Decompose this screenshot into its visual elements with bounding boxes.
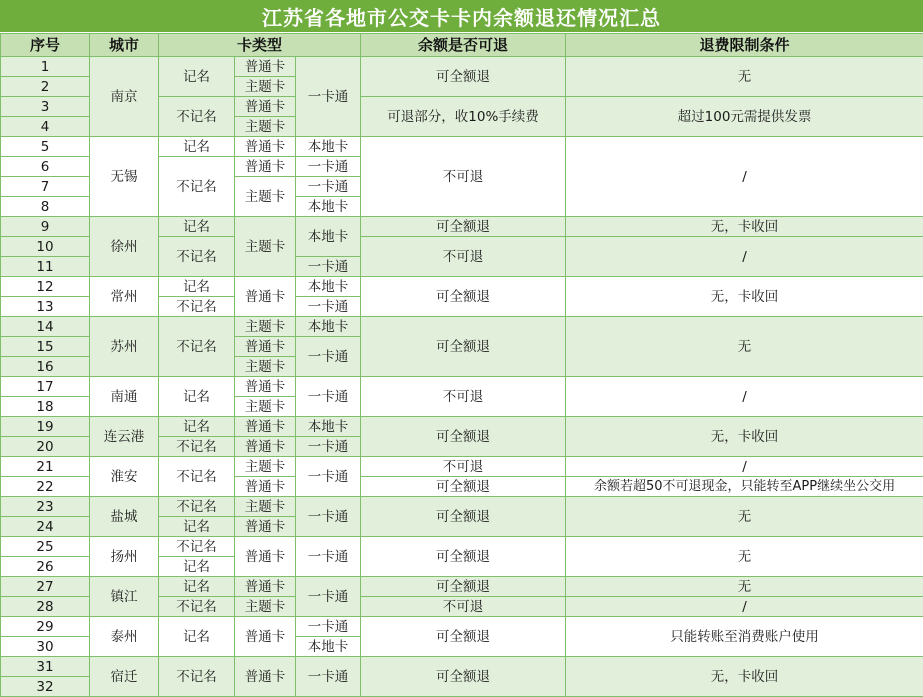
cell-index[interactable]: 32 [1, 677, 90, 697]
cell-card-kind[interactable]: 普通卡 [235, 577, 296, 597]
cell-registration[interactable]: 不记名 [159, 657, 235, 697]
cell-refundable[interactable]: 不可退 [361, 457, 566, 477]
cell-city[interactable]: 扬州 [90, 537, 159, 577]
cell-registration[interactable]: 记名 [159, 57, 235, 97]
cell-card-kind[interactable]: 普通卡 [235, 437, 296, 457]
cell-card-kind[interactable]: 主题卡 [235, 177, 296, 217]
cell-registration[interactable]: 记名 [159, 377, 235, 417]
cell-city[interactable]: 淮安 [90, 457, 159, 497]
cell-scope[interactable]: 本地卡 [296, 637, 361, 657]
cell-card-kind[interactable]: 普通卡 [235, 377, 296, 397]
cell-condition[interactable]: / [566, 237, 923, 277]
cell-registration[interactable]: 记名 [159, 137, 235, 157]
cell-registration[interactable]: 不记名 [159, 237, 235, 277]
cell-city[interactable]: 宿迁 [90, 657, 159, 697]
cell-index[interactable]: 14 [1, 317, 90, 337]
cell-scope[interactable]: 一卡通 [296, 257, 361, 277]
cell-condition[interactable]: 无 [566, 317, 923, 377]
cell-card-kind[interactable]: 主题卡 [235, 397, 296, 417]
cell-condition[interactable]: 无 [566, 497, 923, 537]
cell-scope[interactable]: 一卡通 [296, 297, 361, 317]
cell-index[interactable]: 13 [1, 297, 90, 317]
cell-index[interactable]: 5 [1, 137, 90, 157]
table-title: 江苏省各地市公交卡卡内余额退还情况汇总 [0, 0, 923, 33]
cell-index[interactable]: 10 [1, 237, 90, 257]
cell-index[interactable]: 26 [1, 557, 90, 577]
cell-refundable[interactable]: 可全额退 [361, 497, 566, 537]
cell-registration[interactable]: 记名 [159, 417, 235, 437]
cell-refundable[interactable]: 可全额退 [361, 317, 566, 377]
cell-card-kind[interactable]: 主题卡 [235, 117, 296, 137]
cell-index[interactable]: 1 [1, 57, 90, 77]
cell-card-kind[interactable]: 普通卡 [235, 537, 296, 577]
cell-card-kind[interactable]: 普通卡 [235, 277, 296, 317]
cell-city[interactable]: 苏州 [90, 317, 159, 377]
cell-refundable[interactable]: 可全额退 [361, 617, 566, 657]
cell-scope[interactable]: 本地卡 [296, 417, 361, 437]
cell-index[interactable]: 23 [1, 497, 90, 517]
cell-condition[interactable]: 超过100元需提供发票 [566, 97, 923, 137]
cell-condition[interactable]: 无，卡收回 [566, 217, 923, 237]
cell-card-kind[interactable]: 普通卡 [235, 417, 296, 437]
cell-registration[interactable]: 不记名 [159, 437, 235, 457]
cell-city[interactable]: 徐州 [90, 217, 159, 277]
cell-index[interactable]: 21 [1, 457, 90, 477]
cell-refundable[interactable]: 可退部分，收10%手续费 [361, 97, 566, 137]
cell-card-kind[interactable]: 普通卡 [235, 137, 296, 157]
cell-refundable[interactable]: 不可退 [361, 237, 566, 277]
cell-index[interactable]: 22 [1, 477, 90, 497]
cell-card-kind[interactable]: 普通卡 [235, 657, 296, 697]
cell-scope[interactable]: 一卡通 [296, 457, 361, 497]
cell-card-kind[interactable]: 主题卡 [235, 597, 296, 617]
cell-scope[interactable]: 一卡通 [296, 57, 361, 137]
cell-registration[interactable]: 记名 [159, 617, 235, 657]
cell-index[interactable]: 4 [1, 117, 90, 137]
cell-index[interactable]: 24 [1, 517, 90, 537]
cell-index[interactable]: 29 [1, 617, 90, 637]
cell-condition[interactable]: 无 [566, 577, 923, 597]
cell-index[interactable]: 16 [1, 357, 90, 377]
cell-card-kind[interactable]: 普通卡 [235, 337, 296, 357]
cell-card-kind[interactable]: 主题卡 [235, 457, 296, 477]
cell-condition[interactable]: 无 [566, 537, 923, 577]
cell-index[interactable]: 25 [1, 537, 90, 557]
header-conditions[interactable]: 退费限制条件 [566, 34, 923, 57]
cell-index[interactable]: 3 [1, 97, 90, 117]
cell-index[interactable]: 7 [1, 177, 90, 197]
cell-scope[interactable]: 一卡通 [296, 497, 361, 537]
cell-card-kind[interactable]: 主题卡 [235, 317, 296, 337]
cell-index[interactable]: 11 [1, 257, 90, 277]
cell-index[interactable]: 27 [1, 577, 90, 597]
cell-registration[interactable]: 记名 [159, 557, 235, 577]
cell-card-kind[interactable]: 普通卡 [235, 97, 296, 117]
cell-registration[interactable]: 不记名 [159, 157, 235, 217]
cell-index[interactable]: 30 [1, 637, 90, 657]
cell-scope[interactable]: 一卡通 [296, 617, 361, 637]
cell-index[interactable]: 19 [1, 417, 90, 437]
cell-city[interactable]: 盐城 [90, 497, 159, 537]
cell-card-kind[interactable]: 主题卡 [235, 77, 296, 97]
cell-card-kind[interactable]: 普通卡 [235, 157, 296, 177]
cell-registration[interactable]: 记名 [159, 277, 235, 297]
cell-condition[interactable]: 无，卡收回 [566, 277, 923, 317]
cell-index[interactable]: 12 [1, 277, 90, 297]
cell-condition[interactable]: / [566, 597, 923, 617]
cell-card-kind[interactable]: 普通卡 [235, 617, 296, 657]
cell-scope[interactable]: 本地卡 [296, 277, 361, 297]
cell-registration[interactable]: 不记名 [159, 497, 235, 517]
cell-index[interactable]: 9 [1, 217, 90, 237]
cell-scope[interactable]: 本地卡 [296, 217, 361, 257]
cell-city[interactable]: 南京 [90, 57, 159, 137]
cell-registration[interactable]: 记名 [159, 577, 235, 597]
cell-registration[interactable]: 不记名 [159, 97, 235, 137]
cell-card-kind[interactable]: 普通卡 [235, 57, 296, 77]
cell-index[interactable]: 8 [1, 197, 90, 217]
cell-scope[interactable]: 一卡通 [296, 377, 361, 417]
cell-refundable[interactable]: 不可退 [361, 137, 566, 217]
cell-scope[interactable]: 本地卡 [296, 197, 361, 217]
cell-scope[interactable]: 一卡通 [296, 437, 361, 457]
cell-registration[interactable]: 不记名 [159, 297, 235, 317]
cell-scope[interactable]: 一卡通 [296, 337, 361, 377]
cell-city[interactable]: 无锡 [90, 137, 159, 217]
cell-refundable[interactable]: 可全额退 [361, 277, 566, 317]
cell-card-kind[interactable]: 主题卡 [235, 497, 296, 517]
cell-card-kind[interactable]: 主题卡 [235, 357, 296, 377]
cell-index[interactable]: 31 [1, 657, 90, 677]
cell-refundable[interactable]: 可全额退 [361, 217, 566, 237]
cell-index[interactable]: 15 [1, 337, 90, 357]
cell-card-kind[interactable]: 普通卡 [235, 517, 296, 537]
cell-condition[interactable]: / [566, 377, 923, 417]
header-city[interactable]: 城市 [90, 34, 159, 57]
cell-index[interactable]: 2 [1, 77, 90, 97]
cell-registration[interactable]: 不记名 [159, 597, 235, 617]
cell-scope[interactable]: 本地卡 [296, 137, 361, 157]
cell-scope[interactable]: 本地卡 [296, 317, 361, 337]
cell-scope[interactable]: 一卡通 [296, 657, 361, 697]
header-card-type[interactable]: 卡类型 [159, 34, 361, 57]
cell-index[interactable]: 6 [1, 157, 90, 177]
cell-card-kind[interactable]: 主题卡 [235, 217, 296, 277]
cell-index[interactable]: 18 [1, 397, 90, 417]
cell-scope[interactable]: 一卡通 [296, 577, 361, 617]
cell-condition[interactable]: 无，卡收回 [566, 417, 923, 457]
cell-refundable[interactable]: 可全额退 [361, 417, 566, 457]
cell-index[interactable]: 28 [1, 597, 90, 617]
cell-refundable[interactable]: 可全额退 [361, 57, 566, 97]
refund-table [0, 33, 923, 697]
cell-refundable[interactable]: 不可退 [361, 377, 566, 417]
cell-scope[interactable]: 一卡通 [296, 157, 361, 177]
cell-city[interactable]: 泰州 [90, 617, 159, 657]
cell-condition[interactable]: 无，卡收回 [566, 657, 923, 697]
cell-registration[interactable]: 不记名 [159, 537, 235, 557]
cell-condition[interactable]: 无 [566, 57, 923, 97]
cell-registration[interactable]: 记名 [159, 517, 235, 537]
cell-city[interactable]: 常州 [90, 277, 159, 317]
cell-index[interactable]: 20 [1, 437, 90, 457]
cell-refundable[interactable]: 可全额退 [361, 577, 566, 597]
cell-card-kind[interactable]: 普通卡 [235, 477, 296, 497]
cell-scope[interactable]: 一卡通 [296, 177, 361, 197]
cell-city[interactable]: 南通 [90, 377, 159, 417]
cell-condition[interactable]: 余额若超50不可退现金，只能转至APP继续坐公交用 [566, 477, 923, 497]
cell-refundable[interactable]: 可全额退 [361, 537, 566, 577]
cell-condition[interactable]: / [566, 457, 923, 477]
cell-refundable[interactable]: 不可退 [361, 597, 566, 617]
cell-index[interactable]: 17 [1, 377, 90, 397]
cell-refundable[interactable]: 可全额退 [361, 477, 566, 497]
cell-condition[interactable]: / [566, 137, 923, 217]
cell-refundable[interactable]: 可全额退 [361, 657, 566, 697]
cell-condition[interactable]: 只能转账至消费账户使用 [566, 617, 923, 657]
cell-city[interactable]: 镇江 [90, 577, 159, 617]
cell-scope[interactable]: 一卡通 [296, 537, 361, 577]
cell-city[interactable]: 连云港 [90, 417, 159, 457]
cell-registration[interactable]: 不记名 [159, 457, 235, 497]
header-refundable[interactable]: 余额是否可退 [361, 34, 566, 57]
cell-registration[interactable]: 记名 [159, 217, 235, 237]
cell-registration[interactable]: 不记名 [159, 317, 235, 377]
header-index[interactable]: 序号 [1, 34, 90, 57]
